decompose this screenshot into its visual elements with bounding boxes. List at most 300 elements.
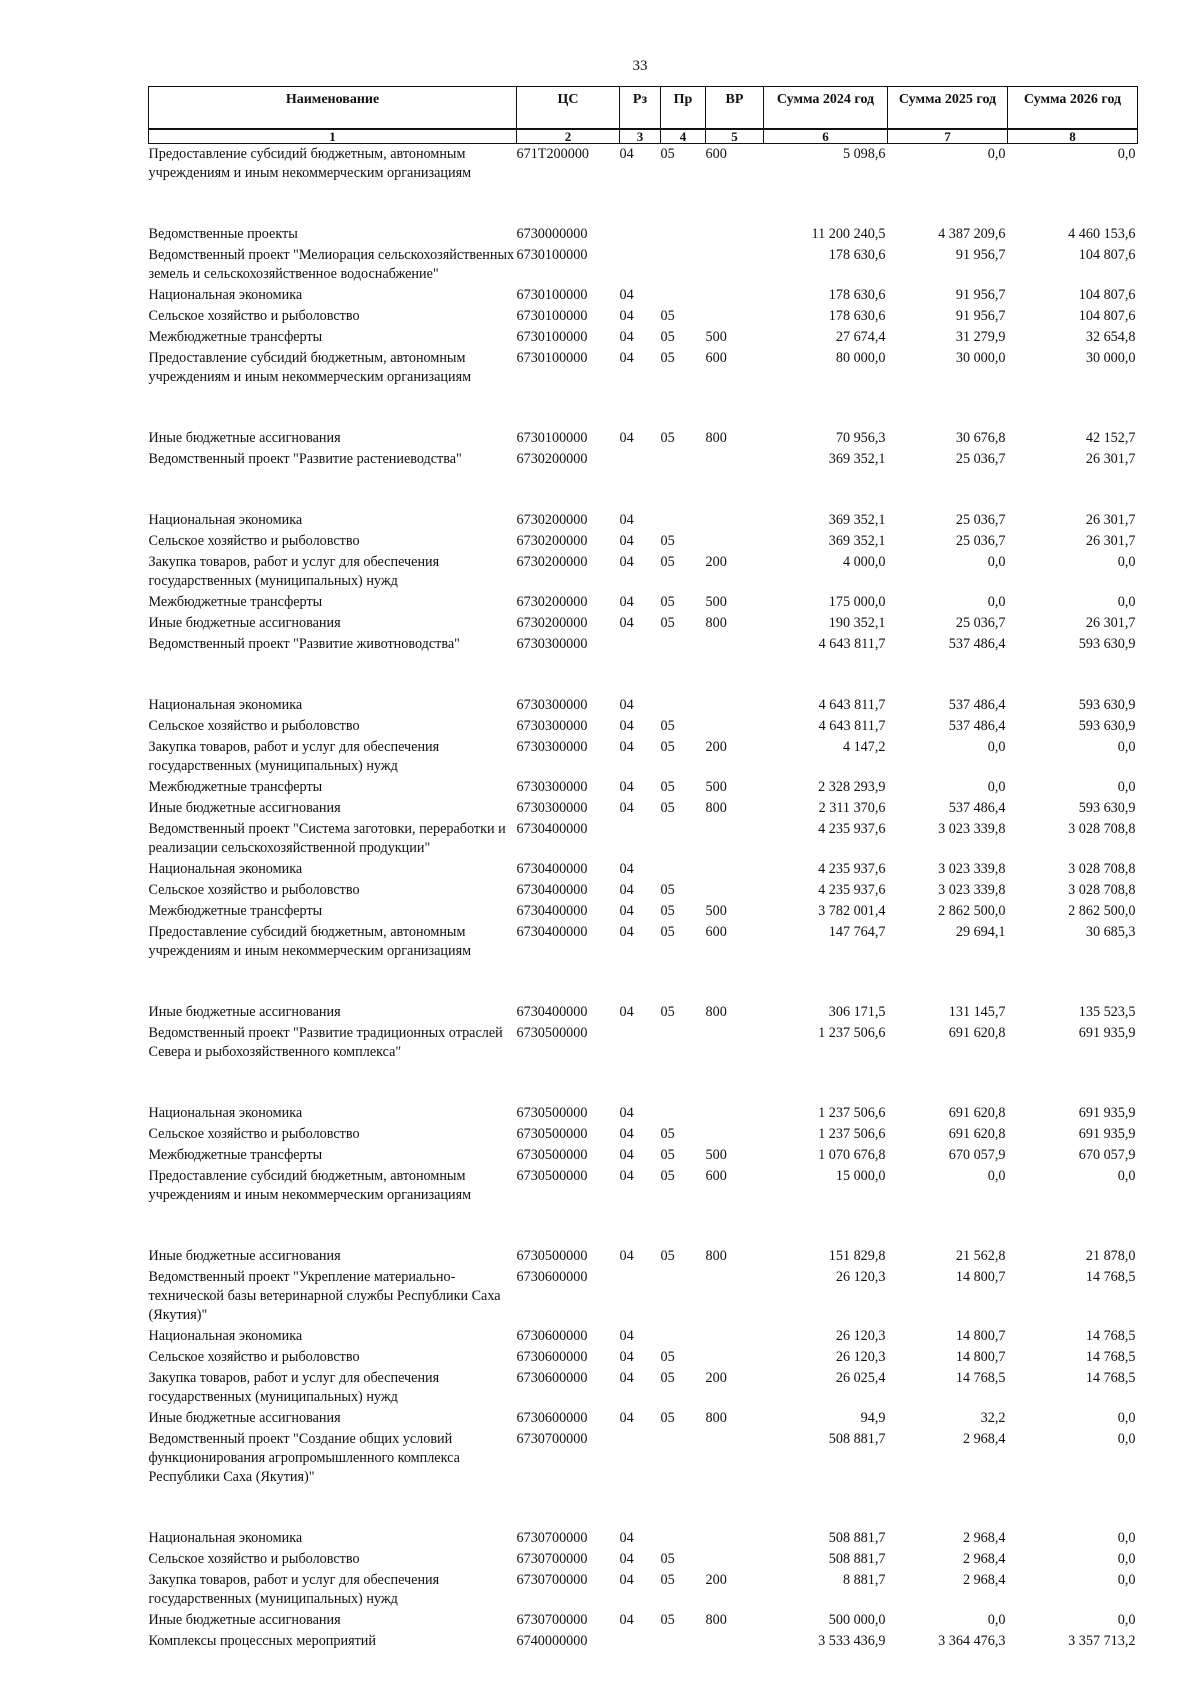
row-cs: 6730100000 <box>516 247 588 263</box>
header-sum-2026: Сумма 2026 год <box>1008 87 1138 130</box>
row-cs: 6730700000 <box>516 1612 588 1628</box>
table-row <box>149 716 1138 737</box>
row-rz <box>620 1429 661 1488</box>
row-sum-2024: 175 000,0 <box>828 594 886 610</box>
row-cs: 6730300000 <box>516 800 588 816</box>
row-name: Межбюджетные трансферты <box>148 1147 323 1163</box>
row-spacer <box>149 184 1138 224</box>
row-vr: 800 <box>705 1248 727 1264</box>
table-row <box>149 531 1138 552</box>
table-row <box>149 1023 1138 1063</box>
table-row <box>149 1166 1138 1206</box>
row-vr: 500 <box>705 903 727 919</box>
row-sum-2025: 25 036,7 <box>955 451 1006 467</box>
row-cs: 6730400000 <box>516 861 588 877</box>
spacer-cell <box>149 388 1138 428</box>
row-rz: 04 <box>619 512 634 528</box>
row-sum-2025: 0,0 <box>987 554 1006 570</box>
row-sum-2025: 4 387 209,6 <box>938 226 1006 242</box>
row-vr <box>706 285 764 306</box>
table-row <box>149 1246 1138 1267</box>
row-sum-2026: 0,0 <box>1117 554 1136 570</box>
row-cs: 6730300000 <box>516 739 588 755</box>
row-rz: 04 <box>619 882 634 898</box>
row-name: Закупка товаров, работ и услуг для обеспечения государственных (муниципальных) нужд <box>148 1572 440 1607</box>
row-sum-2024: 178 630,6 <box>828 308 886 324</box>
row-vr <box>706 224 764 245</box>
row-sum-2025: 14 800,7 <box>955 1328 1006 1344</box>
row-name: Иные бюджетные ассигнования <box>148 430 341 446</box>
row-cs: 6730200000 <box>516 615 588 631</box>
row-name: Иные бюджетные ассигнования <box>148 615 341 631</box>
row-rz: 04 <box>619 533 634 549</box>
row-name: Иные бюджетные ассигнования <box>148 1612 341 1628</box>
row-sum-2025: 0,0 <box>987 1168 1006 1184</box>
row-pr: 05 <box>660 739 675 755</box>
row-name: Ведомственный проект "Система заготовки, переработки и реализации сельскохозяйственной продукции" <box>148 821 506 856</box>
row-sum-2026: 0,0 <box>1117 1410 1136 1426</box>
column-number: 5 <box>706 129 764 144</box>
table-row <box>149 449 1138 470</box>
row-cs: 6730600000 <box>516 1269 588 1285</box>
table-row <box>149 1368 1138 1408</box>
header-sum-2024: Сумма 2024 год <box>764 87 888 130</box>
row-rz: 04 <box>619 146 634 162</box>
row-vr <box>706 716 764 737</box>
row-pr <box>661 1631 706 1652</box>
row-vr: 600 <box>705 146 727 162</box>
row-sum-2024: 4 643 811,7 <box>818 697 886 713</box>
row-sum-2025: 537 486,4 <box>948 636 1006 652</box>
row-pr <box>661 1103 706 1124</box>
row-cs: 6730100000 <box>516 329 588 345</box>
row-cs: 6730300000 <box>516 718 588 734</box>
row-vr: 600 <box>705 350 727 366</box>
row-cs: 6730200000 <box>516 533 588 549</box>
row-sum-2025: 30 000,0 <box>955 350 1006 366</box>
row-sum-2025: 2 968,4 <box>962 1530 1006 1546</box>
row-cs: 6730300000 <box>516 697 588 713</box>
row-pr: 05 <box>660 594 675 610</box>
row-sum-2026: 691 935,9 <box>1078 1126 1136 1142</box>
row-sum-2026: 0,0 <box>1117 146 1136 162</box>
row-vr <box>706 1023 764 1063</box>
header-vr: ВР <box>706 87 764 130</box>
row-sum-2026: 0,0 <box>1117 779 1136 795</box>
row-name: Национальная экономика <box>148 287 303 303</box>
row-cs: 6730600000 <box>516 1328 588 1344</box>
row-sum-2026: 30 685,3 <box>1085 924 1136 940</box>
row-cs: 6730700000 <box>516 1572 588 1588</box>
row-sum-2024: 1 237 506,6 <box>818 1126 886 1142</box>
row-vr <box>706 859 764 880</box>
row-sum-2024: 190 352,1 <box>828 615 886 631</box>
column-number-row <box>149 129 1138 144</box>
row-spacer <box>149 1063 1138 1103</box>
row-sum-2026: 593 630,9 <box>1078 718 1136 734</box>
row-sum-2024: 94,9 <box>860 1410 886 1426</box>
row-vr: 800 <box>705 800 727 816</box>
row-rz: 04 <box>619 1126 634 1142</box>
row-sum-2026: 0,0 <box>1117 739 1136 755</box>
row-pr: 05 <box>660 882 675 898</box>
row-name: Межбюджетные трансферты <box>148 329 323 345</box>
row-name: Межбюджетные трансферты <box>148 779 323 795</box>
row-vr: 800 <box>705 430 727 446</box>
spacer-cell <box>149 184 1138 224</box>
row-vr <box>706 1429 764 1488</box>
row-sum-2026: 104 807,6 <box>1078 287 1136 303</box>
row-sum-2026: 32 654,8 <box>1085 329 1136 345</box>
table-row <box>149 592 1138 613</box>
row-rz: 04 <box>619 1328 634 1344</box>
row-rz: 04 <box>619 1248 634 1264</box>
row-sum-2026: 0,0 <box>1117 1551 1136 1567</box>
row-cs: 6730000000 <box>516 226 588 242</box>
row-sum-2026: 14 768,5 <box>1085 1269 1136 1285</box>
spacer-cell <box>149 1063 1138 1103</box>
row-sum-2024: 178 630,6 <box>828 287 886 303</box>
row-sum-2026: 104 807,6 <box>1078 247 1136 263</box>
row-name: Иные бюджетные ассигнования <box>148 1004 341 1020</box>
row-name: Сельское хозяйство и рыболовство <box>148 308 360 324</box>
row-cs: 6730500000 <box>516 1126 588 1142</box>
column-number: 7 <box>888 129 1008 144</box>
row-vr <box>706 1267 764 1326</box>
table-header-row <box>149 87 1138 130</box>
row-rz <box>620 634 661 655</box>
row-cs: 6730100000 <box>516 430 588 446</box>
spacer-cell <box>149 1206 1138 1246</box>
row-sum-2026: 3 357 713,2 <box>1068 1633 1136 1649</box>
row-pr <box>661 245 706 285</box>
row-cs: 6730300000 <box>516 779 588 795</box>
spacer-cell <box>149 470 1138 510</box>
row-spacer <box>149 388 1138 428</box>
row-cs: 6730500000 <box>516 1025 588 1041</box>
row-vr <box>706 1528 764 1549</box>
row-sum-2024: 2 328 293,9 <box>818 779 886 795</box>
row-sum-2025: 537 486,4 <box>948 697 1006 713</box>
row-name: Ведомственный проект "Укрепление материально-технической базы ветеринарной службы Республики Саха (Якутия)" <box>148 1269 501 1323</box>
row-cs: 6730400000 <box>516 821 588 837</box>
row-sum-2025: 14 800,7 <box>955 1269 1006 1285</box>
row-spacer <box>149 962 1138 1002</box>
row-sum-2024: 8 881,7 <box>842 1572 886 1588</box>
row-pr <box>661 819 706 859</box>
row-sum-2024: 4 147,2 <box>842 739 886 755</box>
row-sum-2024: 369 352,1 <box>828 451 886 467</box>
row-pr: 05 <box>660 800 675 816</box>
row-sum-2024: 26 120,3 <box>835 1349 886 1365</box>
row-name: Предоставление субсидий бюджетным, автономным учреждениям и иным некоммерческим организациям <box>148 1168 472 1203</box>
row-name: Ведомственный проект "Развитие животноводства" <box>148 636 460 652</box>
row-name: Ведомственный проект "Создание общих условий функционирования агропромышленного комплекса Республики Саха (Якутия)" <box>148 1431 460 1485</box>
table-body <box>149 144 1138 1653</box>
row-rz <box>620 224 661 245</box>
row-vr: 500 <box>705 594 727 610</box>
row-sum-2024: 1 070 676,8 <box>818 1147 886 1163</box>
row-sum-2024: 508 881,7 <box>828 1530 886 1546</box>
column-number: 3 <box>620 129 661 144</box>
row-cs: 6730600000 <box>516 1370 588 1386</box>
row-pr <box>661 449 706 470</box>
row-rz: 04 <box>619 287 634 303</box>
table-row <box>149 285 1138 306</box>
row-sum-2025: 91 956,7 <box>955 287 1006 303</box>
row-name: Ведомственные проекты <box>148 226 298 242</box>
row-rz <box>620 1631 661 1652</box>
row-sum-2024: 4 643 811,7 <box>818 718 886 734</box>
table-row <box>149 1610 1138 1631</box>
row-sum-2024: 369 352,1 <box>828 533 886 549</box>
row-vr <box>706 1347 764 1368</box>
row-sum-2024: 508 881,7 <box>828 1431 886 1447</box>
row-sum-2025: 31 279,9 <box>955 329 1006 345</box>
spacer-cell <box>149 655 1138 695</box>
row-vr: 500 <box>705 1147 727 1163</box>
row-rz: 04 <box>619 350 634 366</box>
table-row <box>149 1549 1138 1570</box>
row-rz: 04 <box>619 779 634 795</box>
row-name: Национальная экономика <box>148 512 303 528</box>
row-rz: 04 <box>619 1105 634 1121</box>
row-name: Ведомственный проект "Мелиорация сельскохозяйственных земель и сельскохозяйственное водоснабжение" <box>148 247 515 282</box>
row-rz: 04 <box>619 903 634 919</box>
row-rz: 04 <box>619 1004 634 1020</box>
row-sum-2024: 147 764,7 <box>828 924 886 940</box>
row-pr: 05 <box>660 329 675 345</box>
row-rz: 04 <box>619 329 634 345</box>
table-row <box>149 245 1138 285</box>
row-sum-2024: 1 237 506,6 <box>818 1105 886 1121</box>
header-name: Наименование <box>149 87 517 130</box>
row-rz: 04 <box>619 1572 634 1588</box>
row-rz: 04 <box>619 924 634 940</box>
row-sum-2025: 25 036,7 <box>955 512 1006 528</box>
row-sum-2025: 0,0 <box>987 739 1006 755</box>
row-rz: 04 <box>619 594 634 610</box>
row-rz: 04 <box>619 554 634 570</box>
row-sum-2026: 593 630,9 <box>1078 697 1136 713</box>
row-sum-2024: 80 000,0 <box>835 350 886 366</box>
row-sum-2024: 4 235 937,6 <box>818 821 886 837</box>
row-rz: 04 <box>619 1612 634 1628</box>
row-rz: 04 <box>619 800 634 816</box>
row-pr: 05 <box>660 1349 675 1365</box>
row-sum-2026: 21 878,0 <box>1085 1248 1136 1264</box>
row-name: Иные бюджетные ассигнования <box>148 1248 341 1264</box>
row-vr: 500 <box>705 779 727 795</box>
row-rz: 04 <box>619 1370 634 1386</box>
row-sum-2025: 670 057,9 <box>948 1147 1006 1163</box>
column-number: 8 <box>1008 129 1138 144</box>
row-sum-2026: 593 630,9 <box>1078 636 1136 652</box>
row-cs: 6730500000 <box>516 1147 588 1163</box>
row-cs: 6730200000 <box>516 594 588 610</box>
row-pr <box>661 695 706 716</box>
row-sum-2024: 500 000,0 <box>828 1612 886 1628</box>
row-vr: 600 <box>705 924 727 940</box>
row-cs: 6730400000 <box>516 903 588 919</box>
row-pr: 05 <box>660 533 675 549</box>
row-vr <box>706 1326 764 1347</box>
row-rz: 04 <box>619 1349 634 1365</box>
table-row <box>149 306 1138 327</box>
row-vr <box>706 531 764 552</box>
row-pr: 05 <box>660 1004 675 1020</box>
table-row <box>149 1002 1138 1023</box>
row-sum-2026: 14 768,5 <box>1085 1370 1136 1386</box>
row-sum-2025: 21 562,8 <box>955 1248 1006 1264</box>
row-cs: 6730400000 <box>516 1004 588 1020</box>
row-cs: 6730600000 <box>516 1349 588 1365</box>
row-name: Сельское хозяйство и рыболовство <box>148 1551 360 1567</box>
table-row <box>149 1429 1138 1488</box>
row-sum-2026: 691 935,9 <box>1078 1025 1136 1041</box>
row-pr <box>661 224 706 245</box>
row-sum-2024: 1 237 506,6 <box>818 1025 886 1041</box>
budget-table <box>148 86 1138 1652</box>
row-spacer <box>149 1488 1138 1528</box>
row-name: Национальная экономика <box>148 1530 303 1546</box>
row-name: Закупка товаров, работ и услуг для обеспечения государственных (муниципальных) нужд <box>148 554 440 589</box>
row-sum-2024: 3 782 001,4 <box>818 903 886 919</box>
column-number: 4 <box>661 129 706 144</box>
row-pr: 05 <box>660 430 675 446</box>
row-rz <box>620 1023 661 1063</box>
row-name: Межбюджетные трансферты <box>148 903 323 919</box>
row-pr: 05 <box>660 1551 675 1567</box>
row-cs: 6730100000 <box>516 287 588 303</box>
row-sum-2026: 135 523,5 <box>1078 1004 1136 1020</box>
spacer-cell <box>149 962 1138 1002</box>
row-vr <box>706 819 764 859</box>
row-sum-2025: 0,0 <box>987 779 1006 795</box>
row-pr <box>661 1528 706 1549</box>
row-rz: 04 <box>619 718 634 734</box>
row-sum-2025: 2 968,4 <box>962 1431 1006 1447</box>
row-sum-2026: 3 028 708,8 <box>1068 821 1136 837</box>
row-vr: 600 <box>705 1168 727 1184</box>
row-rz: 04 <box>619 861 634 877</box>
row-sum-2024: 5 098,6 <box>842 146 886 162</box>
row-cs: 6730500000 <box>516 1105 588 1121</box>
row-rz: 04 <box>619 615 634 631</box>
row-cs: 6730200000 <box>516 554 588 570</box>
table-row <box>149 327 1138 348</box>
row-pr: 05 <box>660 924 675 940</box>
row-sum-2024: 26 120,3 <box>835 1328 886 1344</box>
row-sum-2025: 2 862 500,0 <box>938 903 1006 919</box>
row-name: Национальная экономика <box>148 861 303 877</box>
row-rz: 04 <box>619 308 634 324</box>
row-name: Предоставление субсидий бюджетным, автономным учреждениям и иным некоммерческим организациям <box>148 146 472 181</box>
table-row <box>149 428 1138 449</box>
header-pr: Пр <box>661 87 706 130</box>
row-spacer <box>149 470 1138 510</box>
column-number: 6 <box>764 129 888 144</box>
row-name: Национальная экономика <box>148 1105 303 1121</box>
row-sum-2024: 369 352,1 <box>828 512 886 528</box>
table-row <box>149 1267 1138 1326</box>
row-sum-2026: 0,0 <box>1117 1431 1136 1447</box>
row-sum-2026: 42 152,7 <box>1085 430 1136 446</box>
row-sum-2025: 2 968,4 <box>962 1551 1006 1567</box>
table-row <box>149 1326 1138 1347</box>
row-vr: 800 <box>705 1004 727 1020</box>
row-cs: 6730300000 <box>516 636 588 652</box>
row-rz: 04 <box>619 1551 634 1567</box>
row-sum-2024: 70 956,3 <box>835 430 886 446</box>
row-cs: 671Т200000 <box>516 146 590 162</box>
table-row <box>149 922 1138 962</box>
row-pr: 05 <box>660 718 675 734</box>
row-pr: 05 <box>660 146 675 162</box>
table-row <box>149 901 1138 922</box>
row-sum-2024: 151 829,8 <box>828 1248 886 1264</box>
row-sum-2025: 0,0 <box>987 146 1006 162</box>
row-sum-2024: 4 235 937,6 <box>818 861 886 877</box>
table-row <box>149 880 1138 901</box>
row-sum-2026: 14 768,5 <box>1085 1328 1136 1344</box>
row-name: Сельское хозяйство и рыболовство <box>148 718 360 734</box>
row-vr <box>706 306 764 327</box>
row-sum-2024: 26 120,3 <box>835 1269 886 1285</box>
row-name: Сельское хозяйство и рыболовство <box>148 1349 360 1365</box>
row-pr: 05 <box>660 1612 675 1628</box>
row-vr: 200 <box>705 739 727 755</box>
row-pr: 05 <box>660 308 675 324</box>
row-sum-2026: 670 057,9 <box>1078 1147 1136 1163</box>
row-vr <box>706 1549 764 1570</box>
row-cs: 6740000000 <box>516 1633 588 1649</box>
row-pr: 05 <box>660 903 675 919</box>
table-row <box>149 737 1138 777</box>
row-pr <box>661 1429 706 1488</box>
row-rz: 04 <box>619 1410 634 1426</box>
column-number: 1 <box>149 129 517 144</box>
row-vr: 800 <box>705 1410 727 1426</box>
row-name: Иные бюджетные ассигнования <box>148 1410 341 1426</box>
page-number: 33 <box>632 58 648 74</box>
row-sum-2024: 4 000,0 <box>842 554 886 570</box>
row-pr: 05 <box>660 350 675 366</box>
row-sum-2025: 91 956,7 <box>955 308 1006 324</box>
row-sum-2026: 30 000,0 <box>1085 350 1136 366</box>
row-sum-2026: 0,0 <box>1117 1572 1136 1588</box>
row-cs: 6730100000 <box>516 350 588 366</box>
row-sum-2025: 2 968,4 <box>962 1572 1006 1588</box>
table-row <box>149 798 1138 819</box>
row-sum-2026: 26 301,7 <box>1085 533 1136 549</box>
row-vr: 200 <box>705 1370 727 1386</box>
row-rz: 04 <box>619 697 634 713</box>
row-pr <box>661 1267 706 1326</box>
row-sum-2026: 0,0 <box>1117 1168 1136 1184</box>
row-sum-2026: 104 807,6 <box>1078 308 1136 324</box>
row-name: Сельское хозяйство и рыболовство <box>148 1126 360 1142</box>
row-sum-2025: 131 145,7 <box>948 1004 1006 1020</box>
row-pr: 05 <box>660 1147 675 1163</box>
row-sum-2024: 3 533 436,9 <box>818 1633 886 1649</box>
row-sum-2025: 691 620,8 <box>948 1105 1006 1121</box>
row-sum-2024: 2 311 370,6 <box>818 800 886 816</box>
row-name: Сельское хозяйство и рыболовство <box>148 533 360 549</box>
table-row <box>149 819 1138 859</box>
row-sum-2025: 3 364 476,3 <box>938 1633 1006 1649</box>
row-pr <box>661 1326 706 1347</box>
